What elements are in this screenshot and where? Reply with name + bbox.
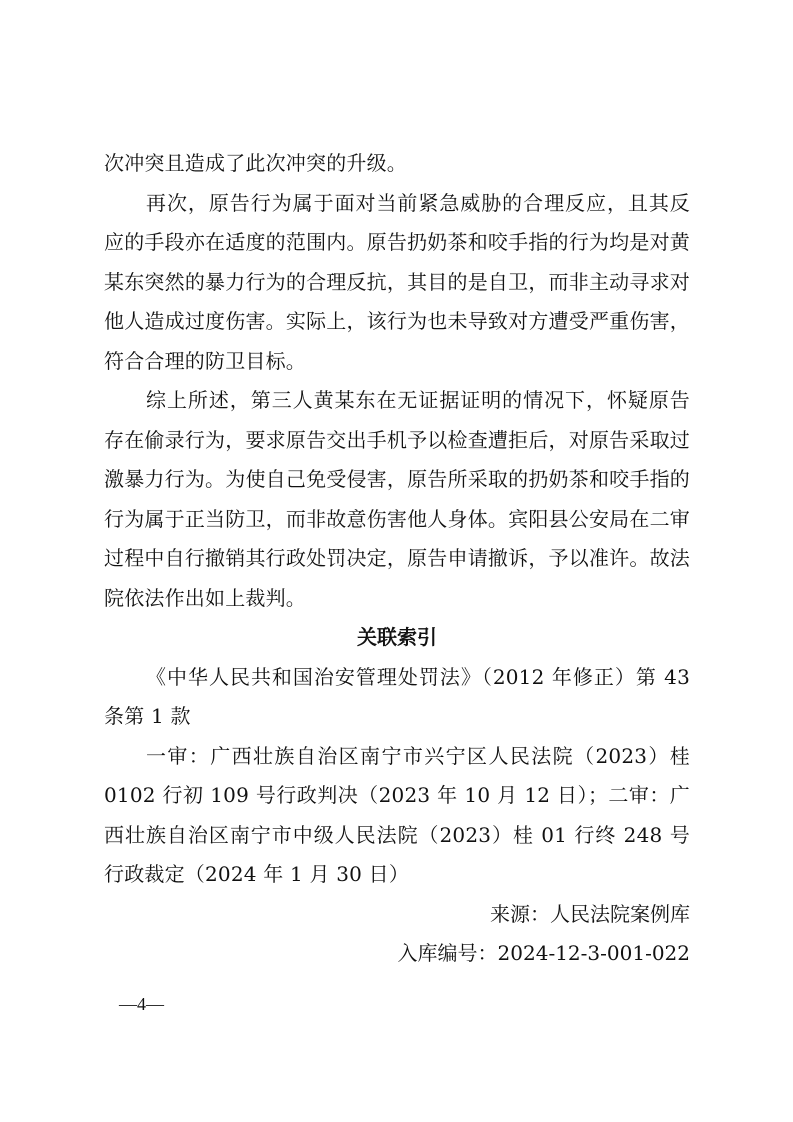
paragraph-continuation: 次冲突且造成了此次冲突的升级。 [104, 151, 407, 175]
document-page [104, 144, 690, 974]
reference-judgments: 一审：广西壮族自治区南宁市兴宁区人民法院（2023）桂 0102 行初 109 号行政判决（2023 年 10 月 12 日）；二审：广西壮族自治区南宁市中级人民法院（2023）桂 01 行终 248 号行政裁定（2024 年 1 月 30 日） [104, 743, 690, 886]
reference-law: 《中华人民共和国治安管理处罚法》（2012 年修正）第 43 条第 1 款 [104, 664, 690, 728]
page-number: —4— [119, 994, 164, 1014]
section-heading: 关联索引 [357, 625, 437, 649]
paragraph-conclusion: 综上所述，第三人黄某东在无证据证明的情况下，怀疑原告存在偷录行为，要求原告交出手机予以检查遭拒后，对原告采取过激暴力行为。为使自己免受侵害，原告所采取的扔奶茶和咬手指的行为属于正当防卫，而非故意伤害他人身体。宾阳县公安局在二审过程中自行撤销其行政处罚决定，原告申请撤诉，予以准许。故法院依法作出如上裁判。 [104, 388, 690, 610]
paragraph-reasoning: 再次，原告行为属于面对当前紧急威胁的合理反应，且其反应的手段亦在适度的范围内。原告扔奶茶和咬手指的行为均是对黄某东突然的暴力行为的合理反抗，其目的是自卫，而非主动寻求对他人造成过度伤害。实际上，该行为也未导致对方遭受严重伤害，符合合理的防卫目标。 [104, 190, 690, 373]
source-line: 来源：人民法院案例库 [490, 901, 690, 926]
entry-number: 入库编号：2024-12-3-001-022 [397, 941, 690, 965]
